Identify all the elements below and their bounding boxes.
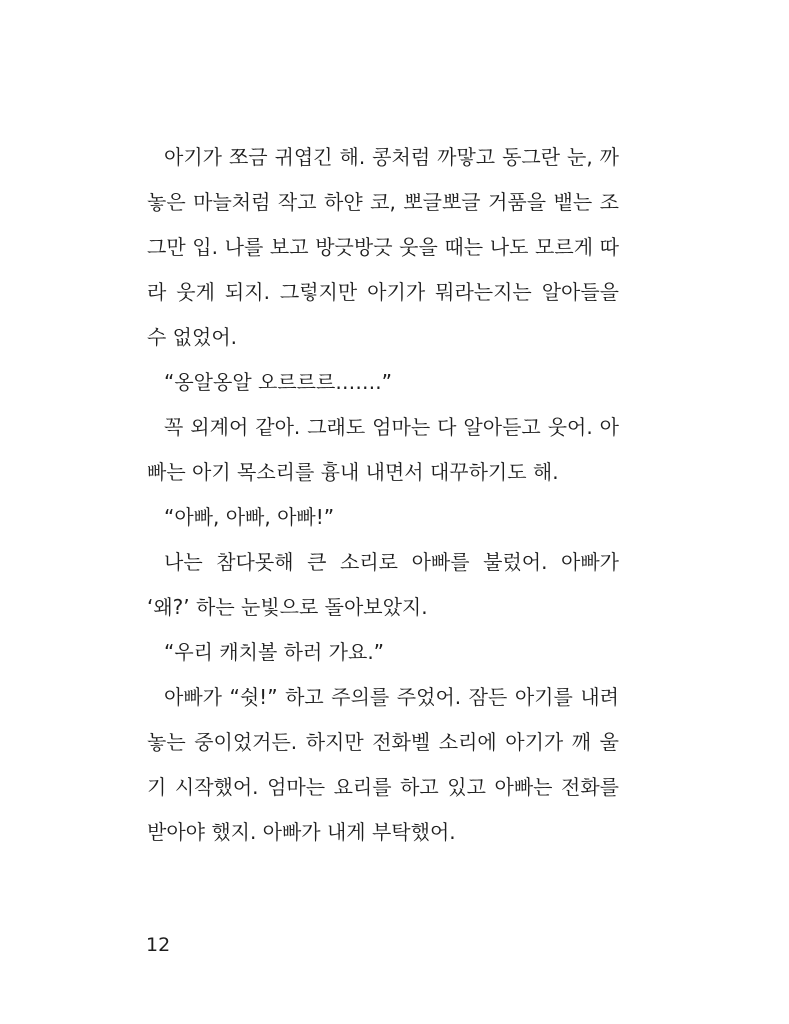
- text-line: 라 웃게 되지. 그렇지만 아기가 뭐라는지는 알아들을: [147, 280, 619, 304]
- page-number: 12: [146, 934, 171, 956]
- text-line: 그만 입. 나를 보고 방긋방긋 웃을 때는 나도 모르게 따: [147, 235, 619, 259]
- dialogue-line: “우리 캐치볼 하러 가요.”: [164, 640, 385, 664]
- text-line: 아기가 쪼금 귀엽긴 해. 콩처럼 까맣고 동그란 눈, 까: [164, 145, 619, 169]
- text-line: 수 없었어.: [147, 325, 237, 349]
- text-line: 나는 참다못해 큰 소리로 아빠를 불렀어. 아빠가: [164, 550, 619, 574]
- text-line: 아빠가 “쉿!” 하고 주의를 주었어. 잠든 아기를 내려: [164, 685, 619, 709]
- text-line: ‘왜?’ 하는 눈빛으로 돌아보았지.: [147, 595, 428, 619]
- text-line: 꼭 외계어 같아. 그래도 엄마는 다 알아듣고 웃어. 아: [164, 415, 619, 439]
- text-line: 받아야 했지. 아빠가 내게 부탁했어.: [147, 820, 456, 844]
- text-line: 빠는 아기 목소리를 흉내 내면서 대꾸하기도 해.: [147, 460, 559, 484]
- text-line: 놓은 마늘처럼 작고 하얀 코, 뽀글뽀글 거품을 뱉는 조: [147, 190, 619, 214]
- text-line: 기 시작했어. 엄마는 요리를 하고 있고 아빠는 전화를: [147, 775, 619, 799]
- body-text: [147, 140, 619, 860]
- dialogue-line: “옹알옹알 오르르르…….”: [164, 370, 392, 394]
- dialogue-line: “아빠, 아빠, 아빠!”: [164, 505, 335, 529]
- text-line: 놓는 중이었거든. 하지만 전화벨 소리에 아기가 깨 울: [147, 730, 619, 754]
